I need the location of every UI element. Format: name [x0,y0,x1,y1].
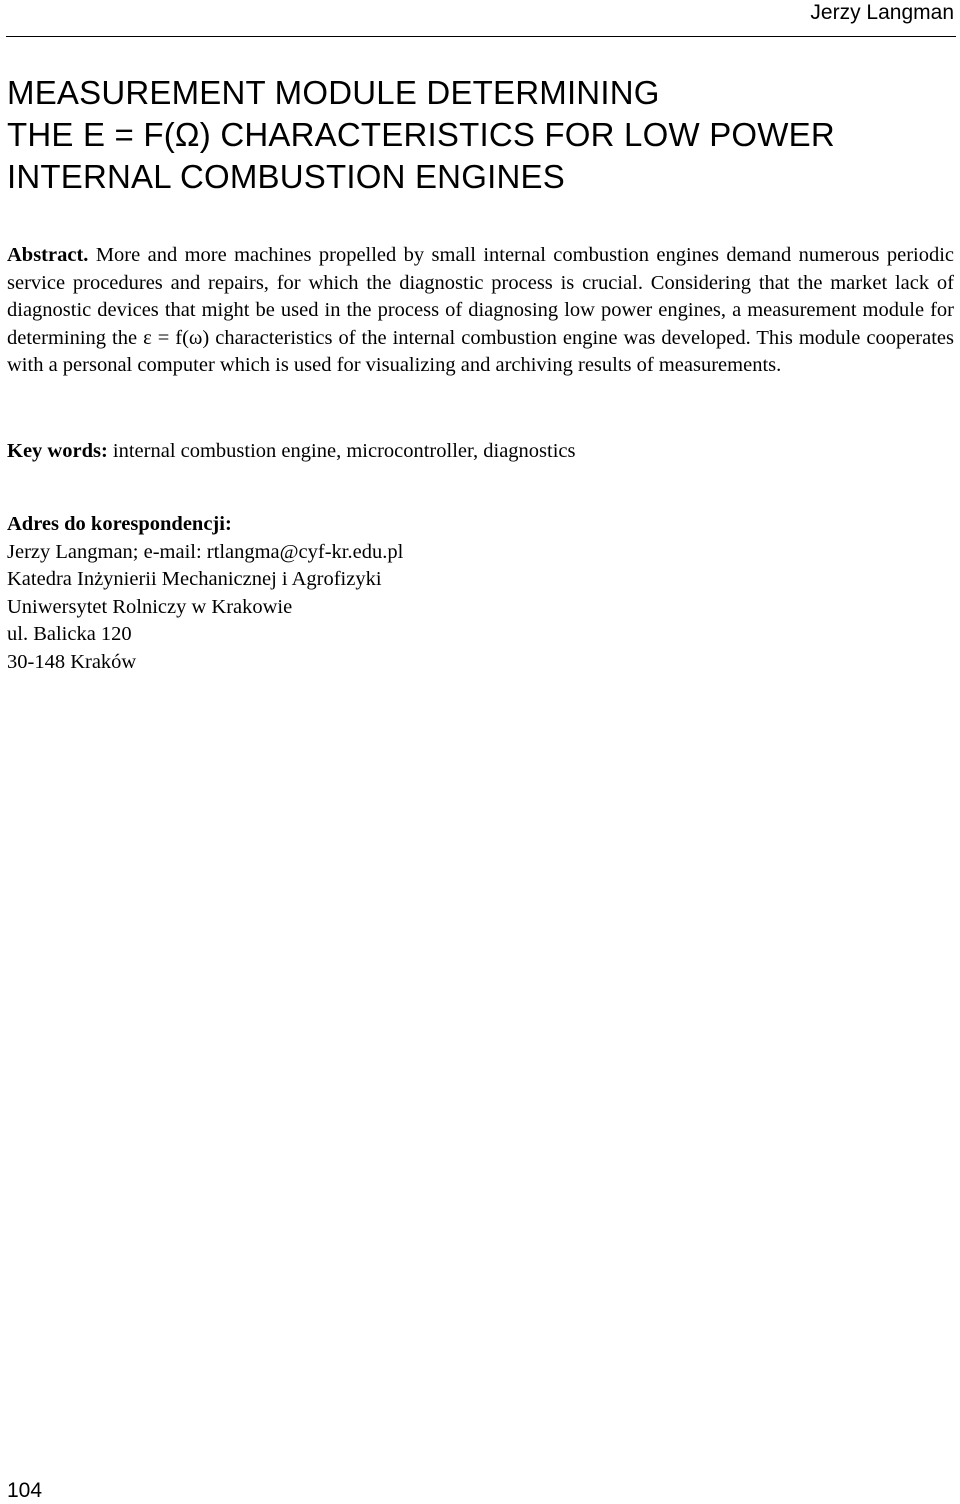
title-line: INTERNAL COMBUSTION ENGINES [7,158,565,195]
page-number: 104 [7,1479,43,1502]
title-line: MEASUREMENT MODULE DETERMINING [7,74,660,111]
header-rule [6,36,956,37]
correspondence-heading: Adres do korespondencji: [7,513,232,535]
correspondence-department: Katedra Inżynierii Mechanicznej i Agrofizyki [7,568,382,590]
keywords-text: internal combustion engine, microcontroller, diagnostics [112,440,576,462]
correspondence-name-email: Jerzy Langman; e-mail: rtlangma@cyf-kr.edu.pl [7,540,404,563]
correspondence-university: Uniwersytet Rolniczy w Krakowie [7,595,293,618]
abstract [7,242,954,380]
correspondence-city: 30-148 Kraków [7,650,137,673]
correspondence-block [7,511,954,676]
article-title [7,72,947,198]
keywords-label: Key words: [7,440,108,462]
abstract-text: More and more machines propelled by small internal combustion engines demand numerous periodic service procedures and repairs, for which the diagnostic process is crucial. Considering that the market lack of diagnostic devices that might be used in the process of diagnosing low power engines, a measurement module for determining the ε = f(ω) characteristics of the internal combustion engine was developed. This module cooperates with a personal computer which is used for visualizing and archiving results of measurements. [7,244,955,376]
keywords [7,438,954,466]
title-line: THE Ε = F(Ω) CHARACTERISTICS FOR LOW POWER [7,116,835,153]
abstract-label: Abstract. [7,244,89,266]
correspondence-street: ul. Balicka 120 [7,623,132,645]
running-header-author: Jerzy Langman [810,1,954,24]
